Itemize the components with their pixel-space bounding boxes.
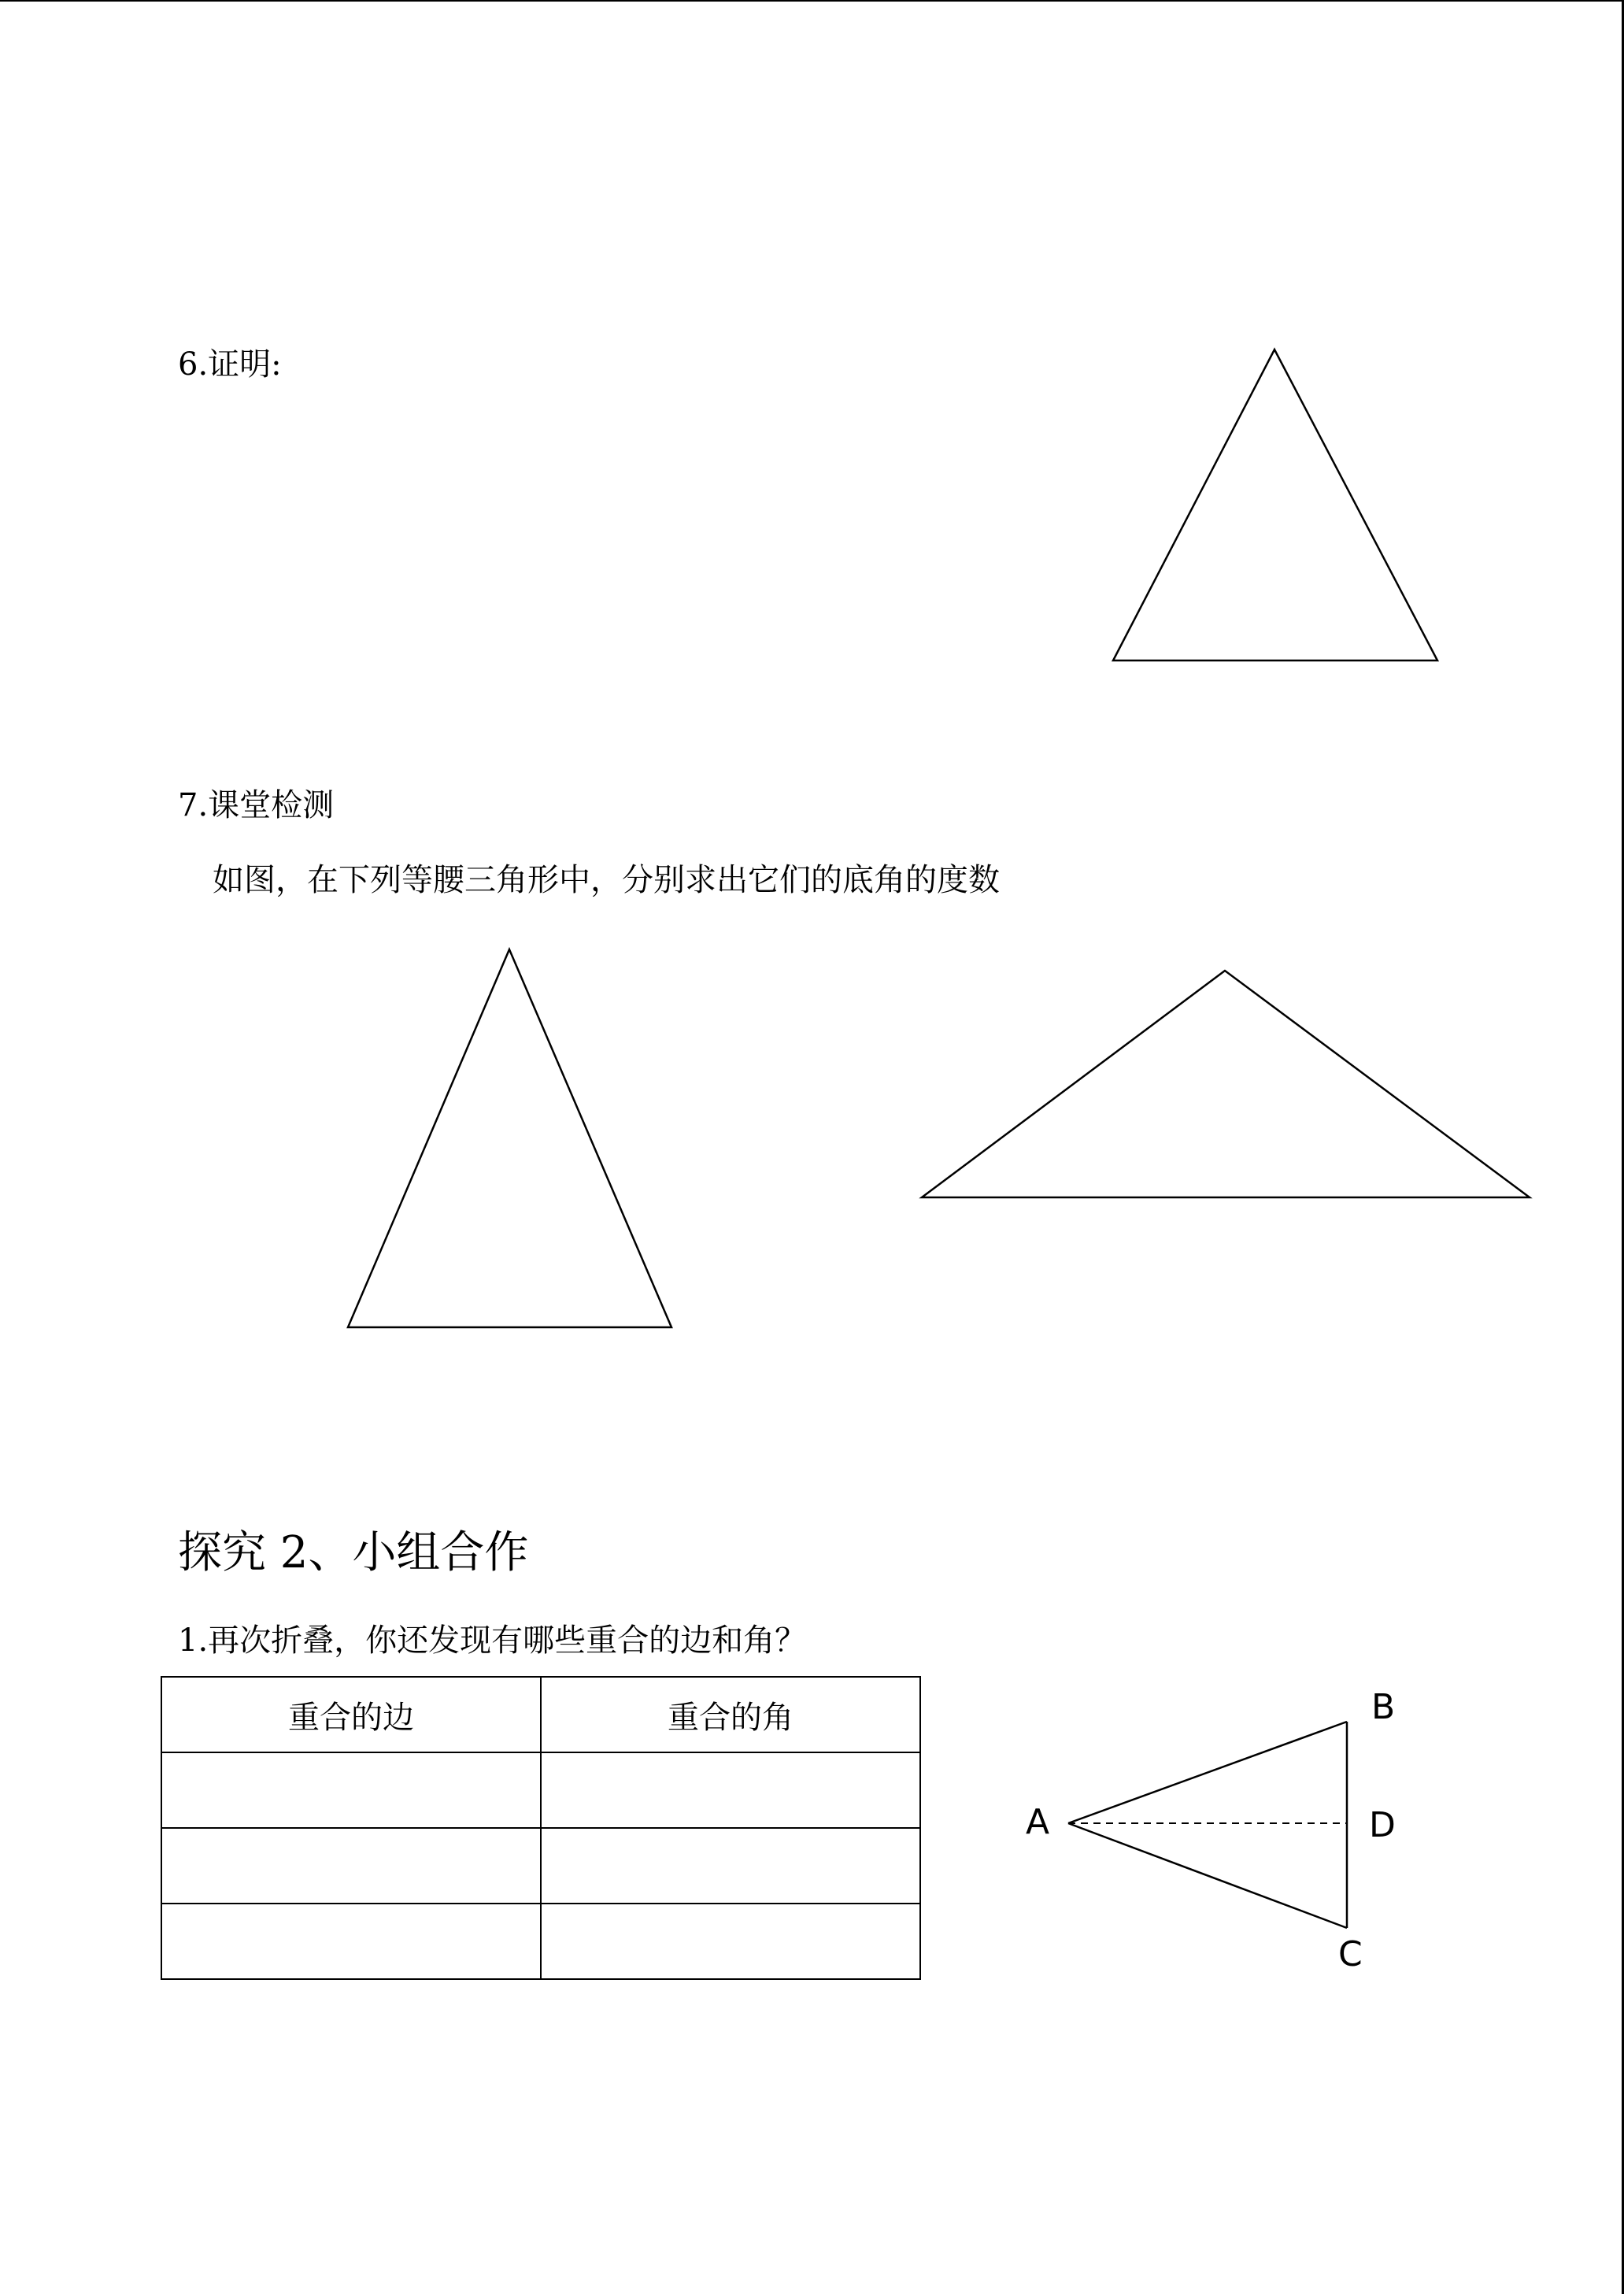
label-b: B <box>1371 1687 1396 1727</box>
answer-table <box>161 1676 921 1980</box>
question-7-prompt: 如图，在下列等腰三角形中，分别求出它们的底角的度数 <box>213 862 1000 898</box>
triangle-q6 <box>1113 350 1437 660</box>
table-header-angles: 重合的角 <box>541 1677 920 1752</box>
table-cell[interactable] <box>161 1828 541 1904</box>
table-cell[interactable] <box>541 1752 920 1828</box>
table-cell[interactable] <box>161 1904 541 1979</box>
table-cell[interactable] <box>541 1828 920 1904</box>
segment-ab <box>1068 1722 1347 1823</box>
table-header-row <box>161 1677 920 1752</box>
section-heading: 探究 2、小组合作 <box>178 1527 529 1578</box>
triangle-q7-left <box>348 949 671 1327</box>
table-row <box>161 1828 920 1904</box>
table-header-edges: 重合的边 <box>161 1677 541 1752</box>
segment-ac <box>1068 1823 1347 1928</box>
question-6-label: 6.证明: <box>178 346 282 383</box>
label-a: A <box>1026 1802 1050 1842</box>
table-row <box>161 1752 920 1828</box>
triangle-q7-right <box>922 971 1530 1197</box>
question-7-label: 7.课堂检测 <box>178 787 335 823</box>
table-cell[interactable] <box>161 1752 541 1828</box>
table-cell[interactable] <box>541 1904 920 1979</box>
label-d: D <box>1369 1805 1396 1845</box>
table-row <box>161 1904 920 1979</box>
section-question-1-label: 1.再次折叠，你还发现有哪些重合的边和角？ <box>178 1622 807 1659</box>
label-c: C <box>1338 1934 1363 1974</box>
fold-diagram <box>1026 1687 1396 1974</box>
